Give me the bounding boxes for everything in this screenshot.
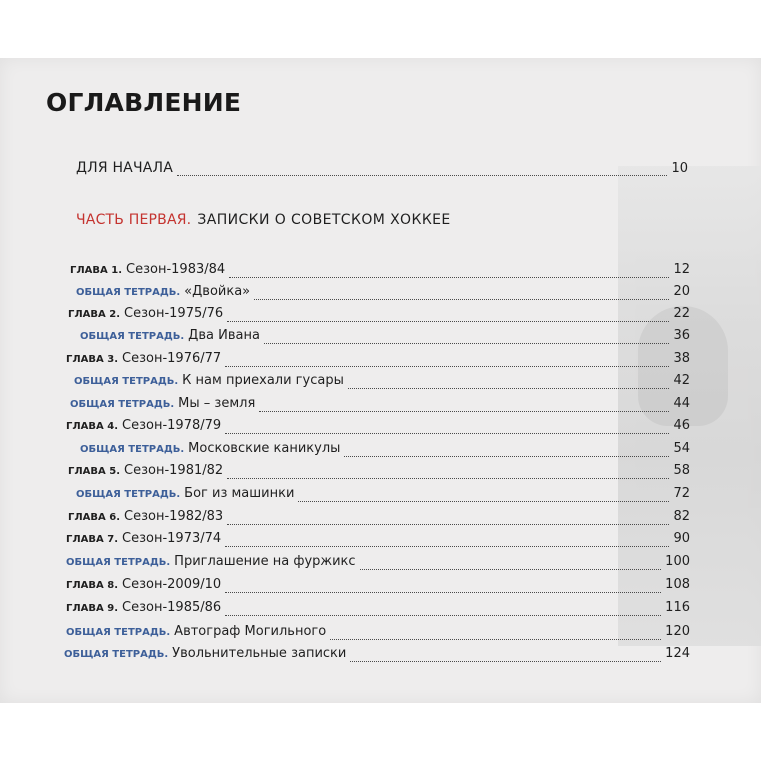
page-number: 36 (673, 328, 690, 343)
toc-entry-row (80, 441, 690, 461)
page-number: 44 (673, 396, 690, 411)
entry-title: Автограф Могильного (174, 624, 327, 639)
chapter-label: ГЛАВА 5. (68, 466, 121, 477)
toc-entry-row (68, 509, 690, 529)
chapter-label: ГЛАВА 7. (66, 534, 119, 545)
entry-title: «Двойка» (184, 284, 251, 299)
page-number: 22 (673, 306, 690, 321)
page-number: 100 (665, 554, 690, 569)
dot-leader (360, 569, 662, 570)
toc-entry-row (68, 306, 690, 326)
chapter-label: ГЛАВА 8. (66, 580, 119, 591)
chapter-label: ГЛАВА 3. (66, 354, 119, 365)
toc-entry-row (80, 328, 690, 348)
entry-title: Сезон-1978/79 (122, 418, 222, 433)
toc-entry-row (76, 486, 690, 506)
toc-entry-row (76, 284, 690, 304)
toc-entry-row (64, 646, 690, 666)
notebook-label: ОБЩАЯ ТЕТРАДЬ. (66, 627, 171, 638)
entry-title: Сезон-2009/10 (122, 577, 222, 592)
chapter-label: ГЛАВА 9. (66, 603, 119, 614)
dot-leader (227, 321, 669, 322)
dot-leader (264, 343, 670, 344)
entry-title: Сезон-1981/82 (124, 463, 224, 478)
entry-title: Увольнительные записки (172, 646, 347, 661)
toc-entry-row (66, 624, 690, 644)
page-number: 90 (673, 531, 690, 546)
toc-entry-row (68, 463, 690, 483)
entry-title: Сезон-1976/77 (122, 351, 222, 366)
chapter-label: ГЛАВА 4. (66, 421, 119, 432)
toc-entry-row (70, 396, 690, 416)
dot-leader (298, 501, 669, 502)
dot-leader (225, 366, 669, 367)
notebook-label: ОБЩАЯ ТЕТРАДЬ. (76, 287, 181, 298)
page-number: 38 (673, 351, 690, 366)
toc-entry-row (70, 262, 690, 282)
page-number: 10 (671, 161, 688, 176)
part-title: ЗАПИСКИ О СОВЕТСКОМ ХОККЕЕ (197, 212, 451, 228)
dot-leader (254, 299, 669, 300)
dot-leader (330, 639, 661, 640)
entry-title: Мы – земля (178, 396, 256, 411)
entry-title: Сезон-1973/74 (122, 531, 222, 546)
dot-leader (344, 456, 669, 457)
toc-entry-row (66, 351, 690, 371)
entry-title: Московские каникулы (188, 441, 341, 456)
dot-leader (229, 277, 669, 278)
entry-title: Сезон-1982/83 (124, 509, 224, 524)
entry-title: Сезон-1983/84 (126, 262, 226, 277)
page-number: 116 (665, 600, 690, 615)
chapter-label: ГЛАВА 6. (68, 512, 121, 523)
page-number: 58 (673, 463, 690, 478)
chapter-label: ГЛАВА 2. (68, 309, 121, 320)
page-number: 46 (673, 418, 690, 433)
page-number: 20 (673, 284, 690, 299)
page-number: 82 (673, 509, 690, 524)
part-heading (76, 212, 596, 232)
chapter-label: ГЛАВА 1. (70, 265, 123, 276)
page-number: 108 (665, 577, 690, 592)
dot-leader (259, 411, 669, 412)
toc-entry-row (66, 577, 690, 597)
notebook-label: ОБЩАЯ ТЕТРАДЬ. (66, 557, 171, 568)
toc-entry-row (74, 373, 690, 393)
dot-leader (225, 615, 661, 616)
intro-label: ДЛЯ НАЧАЛА (76, 160, 174, 176)
entry-title: Бог из машинки (184, 486, 295, 501)
notebook-label: ОБЩАЯ ТЕТРАДЬ. (76, 489, 181, 500)
notebook-label: ОБЩАЯ ТЕТРАДЬ. (70, 399, 175, 410)
toc-entry-row (66, 554, 690, 574)
dot-leader (227, 524, 669, 525)
dot-leader (177, 175, 667, 176)
entry-title: Сезон-1985/86 (122, 600, 222, 615)
entry-title: К нам приехали гусары (182, 373, 344, 388)
dot-leader (350, 661, 661, 662)
page-title: ОГЛАВЛЕНИЕ (46, 88, 242, 117)
dot-leader (348, 388, 670, 389)
notebook-label: ОБЩАЯ ТЕТРАДЬ. (80, 331, 185, 342)
toc-intro-row (76, 160, 688, 180)
dot-leader (225, 592, 661, 593)
notebook-label: ОБЩАЯ ТЕТРАДЬ. (74, 376, 179, 387)
toc-entry-row (66, 531, 690, 551)
entry-title: Два Ивана (188, 328, 260, 343)
dot-leader (227, 478, 669, 479)
page-number: 42 (673, 373, 690, 388)
toc-entry-row (66, 600, 690, 620)
part-prefix: ЧАСТЬ ПЕРВАЯ. (76, 212, 192, 228)
entry-title: Сезон-1975/76 (124, 306, 224, 321)
page-number: 54 (673, 441, 690, 456)
page-number: 120 (665, 624, 690, 639)
dot-leader (225, 433, 669, 434)
page-number: 124 (665, 646, 690, 661)
notebook-label: ОБЩАЯ ТЕТРАДЬ. (80, 444, 185, 455)
dot-leader (225, 546, 669, 547)
page-number: 72 (673, 486, 690, 501)
entry-title: Приглашение на фуржикс (174, 554, 356, 569)
page-number: 12 (673, 262, 690, 277)
notebook-label: ОБЩАЯ ТЕТРАДЬ. (64, 649, 169, 660)
toc-entry-row (66, 418, 690, 438)
